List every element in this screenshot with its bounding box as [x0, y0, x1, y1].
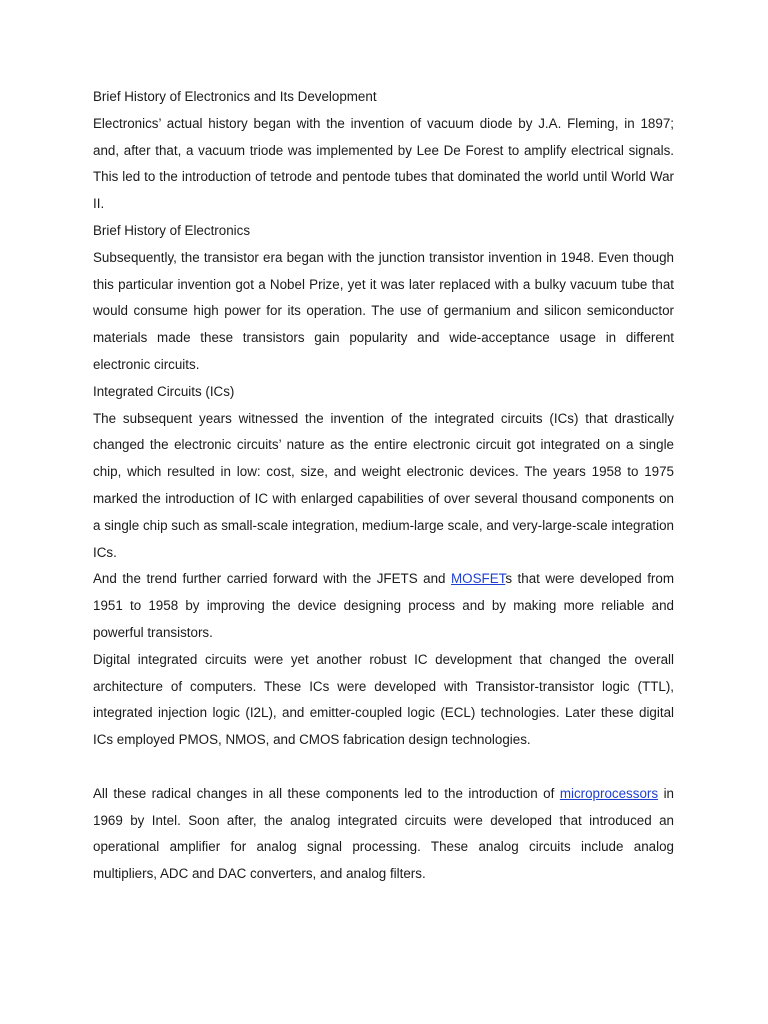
paragraph-transistor-era: Subsequently, the transistor era began with the junction transistor invention in 1948. Even though this particular invention got a Nobel Prize, yet it was later replaced with a bulky vacuum tube that would consume high power for its operation. The use of germanium and silicon semiconductor materials made these transistors gain popularity and wide-acceptance usage in different electronic circuits.: [93, 249, 674, 372]
paragraph-jfets-text-end: s that were developed from 1951 to 1958 by improving the device designing process and by making more reliable and powerful transistors.: [93, 571, 674, 640]
section-heading-integrated-circuits: Integrated Circuits (ICs): [93, 383, 235, 399]
paragraph-jfets-text-start: And the trend further carried forward with the JFETS and: [93, 571, 452, 587]
section-heading-brief-history: Brief History of Electronics: [93, 222, 251, 238]
paragraph-microprocessors: [93, 781, 674, 888]
paragraph-vacuum-tubes: Electronics’ actual history began with the invention of vacuum diode by J.A. Fleming, in 1897; and, after that, a vacuum triode was implemented by Lee De Forest to amplify electrical signals. This led to the introduction of tetrode and pentode tubes that dominated the world until World War II.: [93, 115, 674, 212]
document-body: [93, 84, 674, 888]
paragraph-jfets-mosfets: [93, 566, 674, 646]
document-title: Brief History of Electronics and Its Development: [93, 89, 377, 104]
microprocessors-link[interactable]: microprocessors: [559, 785, 659, 801]
paragraph-microprocessors-text-start: All these radical changes in all these components led to the introduction of: [93, 785, 560, 801]
mosfet-link[interactable]: MOSFET: [451, 571, 506, 587]
paragraph-microprocessors-text-end: in 1969 by Intel. Soon after, the analog integrated circuits were developed that introduced an operational amplifier for analog signal processing. These analog circuits include analog multipliers, ADC and DAC converters, and analog filters.: [93, 785, 674, 882]
paragraph-digital-ics: Digital integrated circuits were yet another robust IC development that changed the overall architecture of computers. These ICs were developed with Transistor-transistor logic (TTL), integrated injection logic (I2L), and emitter-coupled logic (ECL) technologies. Later these digital ICs employed PMOS, NMOS, and CMOS fabrication design technologies.: [93, 651, 674, 748]
paragraph-integrated-circuits: The subsequent years witnessed the invention of the integrated circuits (ICs) that drastically changed the electronic circuits’ nature as the entire electronic circuit got integrated on a single chip, which resulted in low: cost, size, and weight electronic devices. The years 1958 to 1975 marked the introduction of IC with enlarged capabilities of over several thousand components on a single chip such as small-scale integration, medium-large scale, and very-large-scale integration ICs.: [93, 410, 674, 560]
